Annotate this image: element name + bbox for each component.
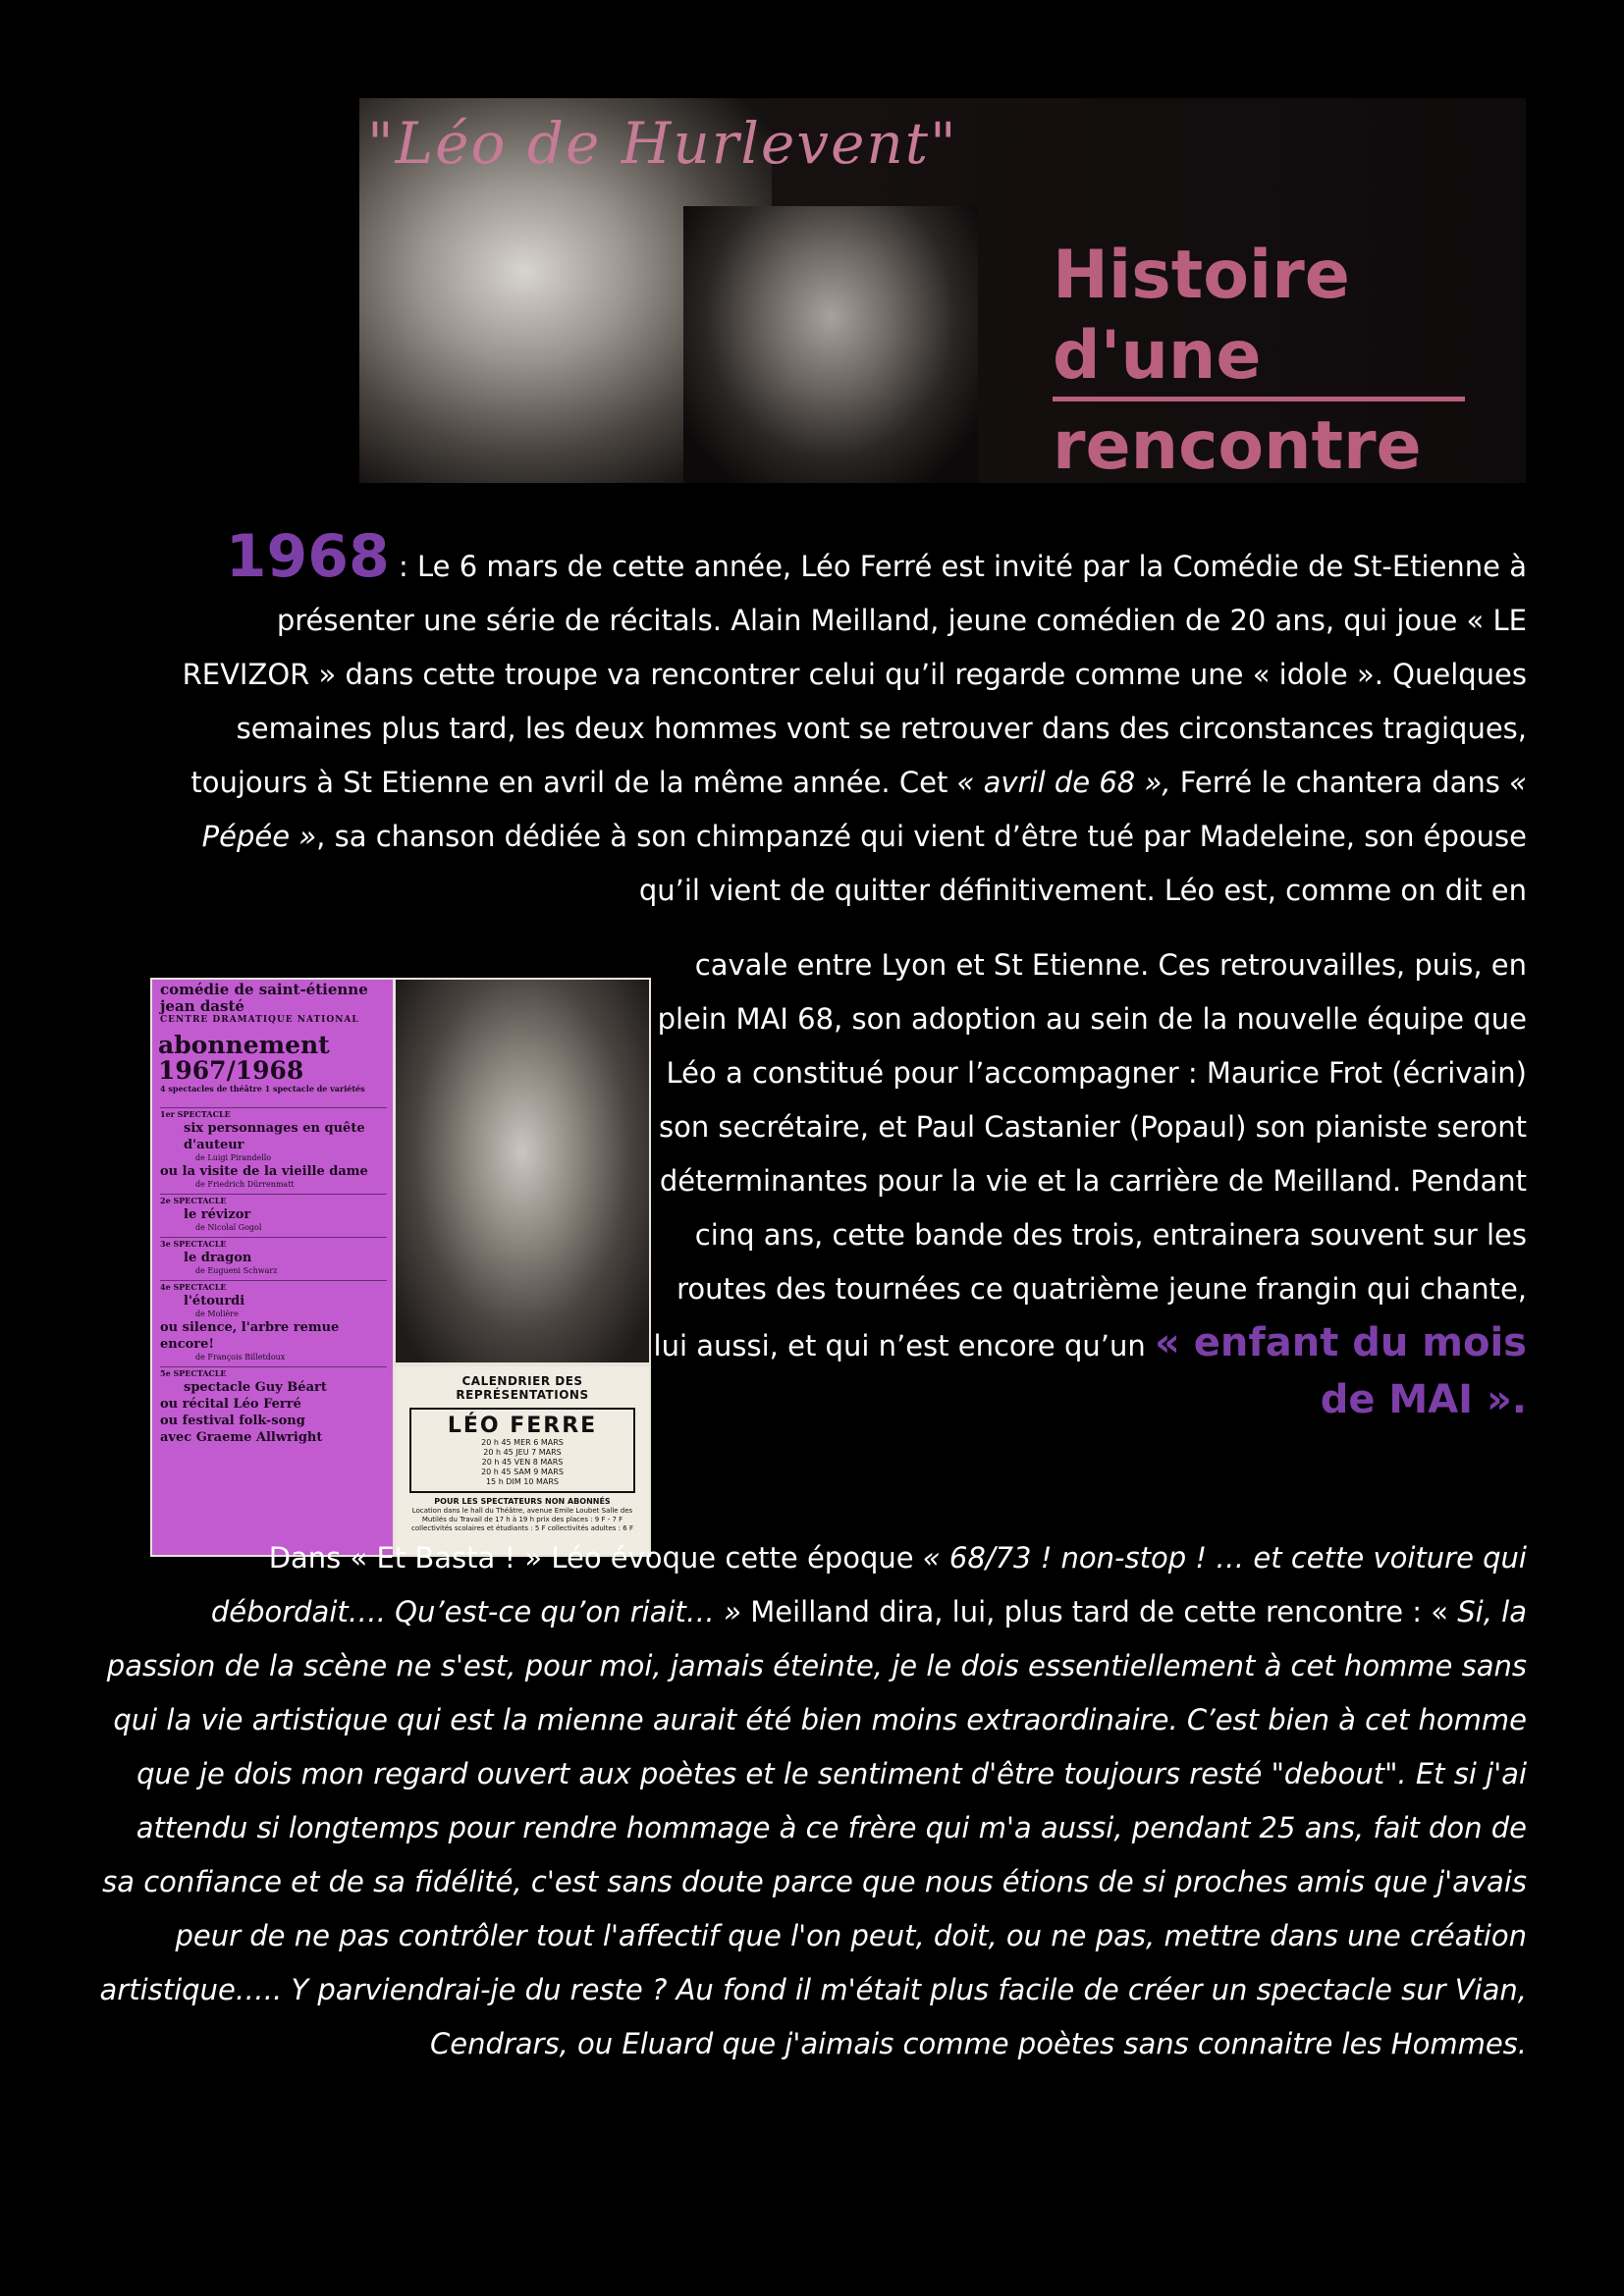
year-1968: 1968 [225,522,390,591]
poster-company: comédie de saint-étienne jean dasté [160,981,368,1015]
quotes-text-b: Meilland dira, lui, plus tard de cette rencontre : « [741,1595,1458,1629]
poster-s5: 5e SPECTACLE [160,1366,387,1379]
intro-text-a: : Le 6 mars de cette année, Léo Ferré est invité par la Comédie de St-Etienne à présenter une série de récitals. Alain Meilland, jeune comédien de 20 ans, qui joue « LE REVIZOR » dans cette troupe va rencontrer celui qu’il regarde comme une « idole ». Quelques semaines plus tard, les deux hommes vont se retrouver dans des circonstances tragiques, toujours à St Etienne en avril de la même année. Cet [182,550,1527,799]
calendar-date-3: 20 h 45 VEN 8 MARS [481,1458,564,1467]
header-banner [359,98,1526,483]
poster-s1-a: six personnages en quête d'auteur [184,1121,365,1152]
poster-abonnement-sub: 4 spectacles de théâtre 1 spectacle de variétés [160,1084,365,1094]
intro-text-c: , sa chanson dédiée à son chimpanzé qui vient d’être tué par Madeleine, son épouse qu’il vient de quitter définitivement. Léo est, comme on dit en [316,820,1527,907]
enfant-du-mois-de-mai: « enfant du mois de MAI ». [1154,1320,1527,1422]
poster-s1: 1er SPECTACLE [160,1107,387,1120]
poster-s1-a-author: de Luigi Pirandello [195,1153,272,1162]
paragraph-quotes [98,1531,1527,2071]
poster-spectacles [152,1094,393,1446]
calendar-note-title: POUR LES SPECTATEURS NON ABONNÉS [434,1497,611,1506]
poster-s1-b: ou la visite de la vieille dame [160,1164,368,1179]
calendar-note-text: Location dans le hall du Théâtre, avenue Emile Loubet Salle des Mutilés du Travail de 17 h à 19 h prix des places : 9 F - 7 F collectivités scolaires et étudiants : 5 F collectivités adultes : 6 F [411,1507,633,1532]
poster-program [152,980,393,1555]
alain-meilland-photo [683,206,978,483]
poster-s1-b-author: de Friedrich Dürrenmatt [195,1180,295,1189]
poster-cdn: CENTRE DRAMATIQUE NATIONAL [160,1015,359,1025]
poster-leo-ferre-photo [396,980,649,1362]
banner-title-line2: rencontre [1053,406,1422,483]
paragraph-meeting [648,938,1527,1430]
calendar-artist: LÉO FERRE [447,1414,598,1438]
poster-calendar [396,1366,649,1555]
banner-quote: "Léo de Hurlevent" [367,110,958,177]
poster-s5-d: avec Graeme Allwright [160,1430,323,1445]
poster-s4-b: ou silence, l'arbre remue encore! [160,1320,340,1352]
calendar-date-4: 20 h 45 SAM 9 MARS [481,1468,564,1476]
poster-s3-a: le dragon [184,1251,252,1265]
calendar-title: CALENDRIER DES REPRÉSENTATIONS [456,1374,589,1402]
poster-s4-b-author: de François Billetdoux [195,1353,286,1362]
poster-s4: 4e SPECTACLE [160,1280,387,1293]
banner-title-line1: Histoire d'une [1053,236,1465,401]
poster-s5-c: ou festival folk-song [160,1414,305,1428]
paragraph-intro [147,522,1527,918]
poster-s2-a-author: de Nicolaï Gogol [195,1223,262,1232]
abonnement-poster [150,978,651,1557]
poster-s3-a-author: de Eugueni Schwarz [195,1266,278,1275]
poster-s4-a-author: de Molière [195,1309,239,1318]
intro-italic-b: « Pépée » [201,766,1527,853]
calendar-date-1: 20 h 45 MER 6 MARS [481,1438,564,1447]
calendar-date-5: 15 h DIM 10 MARS [485,1477,560,1486]
calendar-box [409,1408,635,1493]
intro-text-b: Ferré le chantera dans [1179,766,1510,799]
poster-s3: 3e SPECTACLE [160,1237,387,1250]
banner-title [1053,236,1465,483]
intro-italic-a: « avril de 68 », [956,766,1180,799]
meeting-text: cavale entre Lyon et St Etienne. Ces retrouvailles, puis, en plein MAI 68, son adoption au sein de la nouvelle équipe que Léo a constitué pour l’accompagner : Maurice Frot (écrivain) son secrétaire, et Paul Castanier (Popaul) son pianiste seront déterminantes pour la vie et la carrière de Meilland. Pendant cinq ans, cette bande des trois, entrainera souvent sur les routes des tournées ce quatrième jeune frangin qui chante, lui aussi, et qui n’est encore qu’un [653,948,1527,1362]
poster-s2-a: le révizor [184,1207,251,1222]
quotes-text-a: Dans « Et Basta ! » Léo évoque cette époque [268,1541,923,1575]
poster-s4-a: l'étourdi [184,1294,245,1308]
poster-s2: 2e SPECTACLE [160,1194,387,1206]
poster-abonnement: abonnement 1967/1968 [158,1031,330,1085]
quotes-italic-a: « 68/73 ! non-stop ! … et cette voiture qui débordait…. Qu’est-ce qu’on riait… » [210,1541,1527,1629]
calendar-date-2: 20 h 45 JEU 7 MARS [483,1448,562,1457]
calendar-note [396,1497,649,1533]
poster-s5-b: ou récital Léo Ferré [160,1397,301,1412]
poster-s5-a: spectacle Guy Béart [184,1380,327,1395]
quotes-italic-b: Si, la passion de la scène ne s'est, pour moi, jamais éteinte, je le dois essentiellement à cet homme sans qui la vie artistique qui est la mienne aurait été bien moins extraordinaire. C’est bien à cet homme que je dois mon regard ouvert aux poètes et le sentiment d'être toujours resté "debout". Et si j'ai attendu si longtemps pour rendre hommage à ce frère qui m'a aussi, pendant 25 ans, fait don de sa confiance et de sa fidélité, c'est sans doute parce que nous étions de si proches amis que j'avais peur de ne pas contrôler tout l'affectif que l'on peut, doit, ou ne pas, mettre dans une création artistique….. Y parviendrai-je du reste ? Au fond il m'était plus facile de créer un spectacle sur Vian, Cendrars, ou Eluard que j'aimais comme poètes sans connaitre les Hommes. [99,1595,1527,2060]
